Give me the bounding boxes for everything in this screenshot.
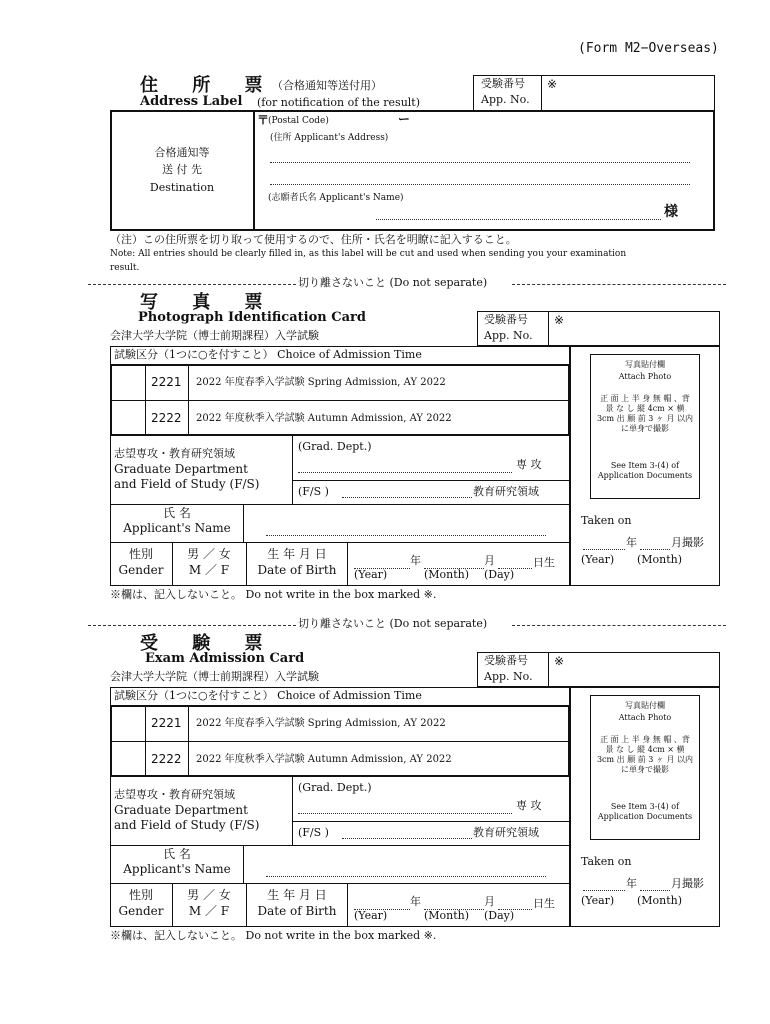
dob-label-en: Date of Birth [257, 904, 337, 918]
photo-title-en: Attach Photo [618, 372, 672, 381]
app-no-mark: ※ [554, 313, 565, 327]
applicant-name-line[interactable] [376, 219, 661, 220]
name-label-jp: 氏 名 [163, 506, 191, 520]
dest-label-en: Destination [149, 181, 215, 194]
dob-month-en: (Month) [424, 568, 470, 581]
option-code-spring: 2221 [151, 716, 182, 730]
dest-label-jp1: 合格通知等 [154, 146, 210, 159]
app-no-label-jp: 受験番号 [481, 77, 525, 90]
taken-month-field[interactable] [640, 890, 670, 891]
dob-day-jp: 日生 [533, 897, 555, 910]
field-of-study-line[interactable] [342, 497, 472, 498]
photo-rules: 正 面 上 半 身 無 帽 、背 景 な し 縦 4cm × 横 3cm 出 願 前 3 ヶ 月 以内に単身で撮影 [596, 735, 694, 774]
address-label-subtitle-jp: （合格通知等送付用） [272, 79, 382, 92]
university-exam-2: 会津大学大学院（博士前期課程）入学試験 [110, 670, 319, 683]
name-field-label: (志願者氏名 Applicant's Name) [268, 193, 404, 203]
dob-year-en: (Year) [354, 568, 388, 581]
photo-title-jp: 写真貼付欄 [625, 701, 665, 710]
address-label-title-jp: 住 所 票 [140, 75, 277, 96]
postal-code-field[interactable] [330, 114, 470, 128]
photo-card-app-no-field[interactable] [549, 312, 719, 345]
dob-year-en: (Year) [354, 909, 388, 922]
name-label-jp: 氏 名 [163, 847, 191, 861]
option-code-autumn: 2222 [151, 411, 182, 425]
photo-rules: 正 面 上 半 身 無 帽 、背 景 な し 縦 4cm × 横 3cm 出 願 前 3 ヶ 月 以内に単身で撮影 [596, 394, 694, 433]
app-no-mark: ※ [547, 77, 558, 91]
fs-label: (F/S ) [298, 485, 329, 498]
postal-dash: ー [398, 112, 411, 126]
senkou-label: 専 攻 [516, 799, 542, 812]
gender-label-jp: 性別 [128, 547, 153, 561]
note-en-1: Note: All entries should be clearly filled in, as this label will be cut and used when sending you your examination [110, 249, 627, 259]
dob-month-en: (Month) [424, 909, 470, 922]
dept-label-jp: 志望専攻・教育研究領域 [114, 447, 235, 460]
taken-year-en: (Year) [581, 894, 615, 907]
dept-label-jp: 志望専攻・教育研究領域 [114, 788, 235, 801]
honorific-sama: 様 [664, 204, 678, 220]
gender-label-jp: 性別 [128, 888, 153, 902]
applicant-name-field[interactable] [266, 535, 546, 536]
dept-label-en-2: and Field of Study (F/S) [114, 477, 260, 491]
field-label: 教育研究領域 [473, 826, 539, 839]
taken-year-jp: 年 [626, 536, 637, 549]
taken-year-field[interactable] [583, 890, 625, 891]
photo-card-title-en: Photograph Identification Card [138, 310, 366, 325]
dob-month-jp: 月 [484, 895, 495, 908]
option-label-autumn: 2022 年度秋季入学試験 Autumn Admission, AY 2022 [196, 413, 452, 424]
dob-label-en: Date of Birth [257, 563, 337, 577]
gender-options-en[interactable]: M ／ F [188, 904, 230, 918]
option-label-spring: 2022 年度春季入学試験 Spring Admission, AY 2022 [196, 377, 446, 388]
postal-code-label: (Postal Code) [268, 116, 329, 126]
taken-month-en: (Month) [637, 553, 683, 566]
exam-card-title-jp: 受 験 票 [140, 633, 277, 654]
separator-1: 切り離さないこと (Do not separate) [298, 276, 488, 289]
grad-dept-line[interactable] [298, 472, 512, 473]
choice-circle-spring[interactable] [112, 366, 144, 399]
university-exam-1: 会津大学大学院（博士前期課程）入学試験 [110, 329, 319, 342]
dept-label-en-1: Graduate Department [114, 462, 248, 476]
taken-month-jp: 月撮影 [671, 536, 704, 549]
taken-year-en: (Year) [581, 553, 615, 566]
exam-card-title-en: Exam Admission Card [145, 651, 305, 666]
gender-options-jp[interactable]: 男 ／ 女 [187, 547, 231, 561]
dept-label-en-1: Graduate Department [114, 803, 248, 817]
name-label-en: Applicant's Name [123, 862, 231, 876]
fs-label: (F/S ) [298, 826, 329, 839]
taken-month-en: (Month) [637, 894, 683, 907]
dept-label-en-2: and Field of Study (F/S) [114, 818, 260, 832]
postal-mark-icon: 〒 [257, 113, 270, 127]
app-no-label-jp: 受験番号 [484, 654, 528, 667]
gender-label-en: Gender [118, 563, 164, 577]
dob-day-en: (Day) [484, 909, 515, 922]
note-en-2: result. [110, 263, 140, 273]
taken-on-label: Taken on [581, 514, 632, 527]
choice-circle-spring[interactable] [112, 707, 144, 740]
separator-2: 切り離さないこと (Do not separate) [298, 617, 488, 630]
choice-circle-autumn[interactable] [112, 742, 144, 775]
app-no-mark: ※ [554, 654, 565, 668]
grad-dept-label: (Grad. Dept.) [298, 440, 372, 453]
name-label-en: Applicant's Name [123, 521, 231, 535]
dob-year-jp: 年 [410, 554, 421, 567]
photo-reference: See Item 3-(4) of Application Documents [597, 802, 693, 821]
gender-options-jp[interactable]: 男 ／ 女 [187, 888, 231, 902]
dob-day-jp: 日生 [533, 556, 555, 569]
dest-label-jp2: 送 付 先 [162, 163, 202, 176]
photo-title-en: Attach Photo [618, 713, 672, 722]
photo-title-jp: 写真貼付欄 [625, 360, 665, 369]
taken-year-jp: 年 [626, 877, 637, 890]
choice-circle-autumn[interactable] [112, 401, 144, 434]
gender-options-en[interactable]: M ／ F [188, 563, 230, 577]
choice-header: 試験区分（1つに○を付すこと） Choice of Admission Time [114, 348, 422, 361]
dob-day-en: (Day) [484, 568, 515, 581]
option-code-autumn: 2222 [151, 752, 182, 766]
gender-label-en: Gender [118, 904, 164, 918]
footnote-1: ※欄は、記入しないこと。 Do not write in the box marked ※. [110, 588, 437, 601]
grad-dept-line[interactable] [298, 813, 512, 814]
app-no-label-en: App. No. [484, 670, 533, 683]
dob-year-jp: 年 [410, 895, 421, 908]
app-no-label-en: App. No. [481, 93, 530, 106]
option-code-spring: 2221 [151, 375, 182, 389]
field-of-study-line[interactable] [342, 838, 472, 839]
dob-label-jp: 生 年 月 日 [267, 888, 327, 902]
address-line-1[interactable] [270, 162, 690, 163]
address-app-no-field[interactable] [541, 75, 715, 111]
taken-month-jp: 月撮影 [671, 877, 704, 890]
dob-label-jp: 生 年 月 日 [267, 547, 327, 561]
grad-dept-label: (Grad. Dept.) [298, 781, 372, 794]
photo-reference: See Item 3-(4) of Application Documents [597, 461, 693, 480]
dob-month-jp: 月 [484, 554, 495, 567]
note-jp: （注）この住所票を切り取って使用するので、住所・氏名を明瞭に記入すること。 [110, 233, 517, 246]
option-label-spring: 2022 年度春季入学試験 Spring Admission, AY 2022 [196, 718, 446, 729]
senkou-label: 専 攻 [516, 458, 542, 471]
exam-card-app-no-field[interactable] [549, 653, 719, 686]
taken-on-label: Taken on [581, 855, 632, 868]
app-no-label-en: App. No. [484, 329, 533, 342]
address-field-label: (住所 Applicant's Address) [270, 133, 389, 143]
taken-month-field[interactable] [640, 549, 670, 550]
address-line-2[interactable] [270, 184, 690, 185]
choice-header: 試験区分（1つに○を付すこと） Choice of Admission Time [114, 689, 422, 702]
form-id: (Form M2−Overseas) [578, 41, 719, 56]
option-label-autumn: 2022 年度秋季入学試験 Autumn Admission, AY 2022 [196, 754, 452, 765]
photo-card-title-jp: 写 真 票 [140, 292, 277, 313]
footnote-2: ※欄は、記入しないこと。 Do not write in the box marked ※. [110, 929, 437, 942]
taken-year-field[interactable] [583, 549, 625, 550]
applicant-name-field[interactable] [266, 876, 546, 877]
app-no-label-jp: 受験番号 [484, 313, 528, 326]
address-label-title-en: Address Label [140, 94, 243, 109]
field-label: 教育研究領域 [473, 485, 539, 498]
address-label-subtitle-en: (for notification of the result) [257, 96, 421, 109]
